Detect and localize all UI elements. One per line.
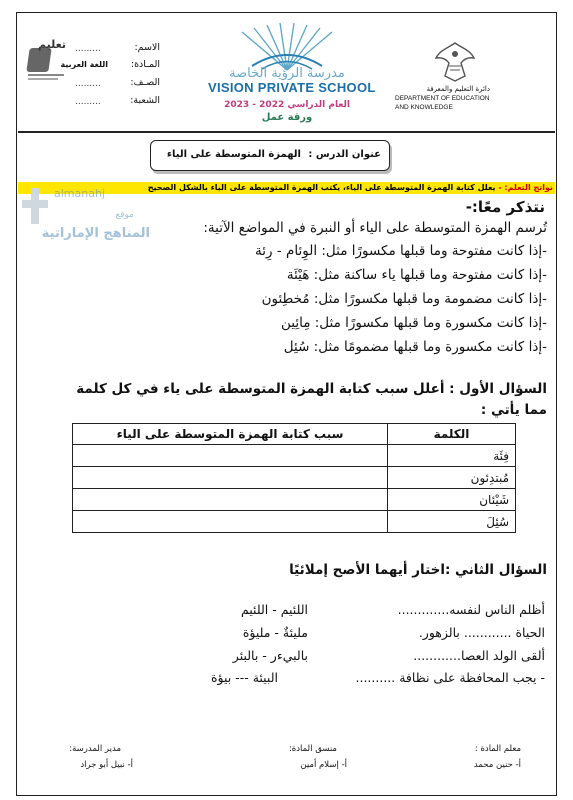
teacher-name: أ- حنين محمد xyxy=(473,760,521,770)
word-cell: شَيْئان xyxy=(388,489,516,511)
outcomes-label: نواتج التعلم: - xyxy=(498,183,553,192)
falcon-emblem-icon xyxy=(430,40,480,84)
reason-cell[interactable] xyxy=(73,511,388,533)
school-logo-icon xyxy=(222,22,352,72)
q2-sentence-1: أظلم الناس لنفسه............. xyxy=(397,602,545,617)
grade-field-label: الصـف: xyxy=(130,77,160,88)
coordinator-name: أ- إسلام أمين xyxy=(300,760,347,770)
watermark-site: almanahj xyxy=(54,187,105,200)
subject-field-value: اللغة العربية xyxy=(60,60,108,69)
reason-cell[interactable] xyxy=(73,445,388,467)
subject-field-label: المـادة: xyxy=(130,59,160,70)
remember-line-3: -إذا كانت مفتوحة وما قبلها ياء ساكنة مثل: هَيْئَة xyxy=(286,267,547,283)
col-word-header: الكلمة xyxy=(388,424,516,445)
lesson-label: عنوان الدرس : xyxy=(308,149,381,160)
principal-role: مدير المدرسة: xyxy=(69,744,121,754)
ministry-name-en-1: DEPARTMENT OF EDUCATION xyxy=(395,95,490,102)
table-row xyxy=(73,467,516,489)
section-field-label: الشعبة: xyxy=(130,95,160,106)
worksheet-label: ورقة عمل xyxy=(261,112,313,123)
ministry-name-en-2: AND KNOWLEDGE xyxy=(395,104,453,111)
reason-cell[interactable] xyxy=(73,489,388,511)
remember-line-5: -إذا كانت مكسورة وما قبلها مكسورًا مثل: مِائِين xyxy=(281,315,547,331)
remember-line-2: -إذا كانت مفتوحة وما قبلها مكسورًا مثل: الوِئام - رِئة xyxy=(255,243,547,259)
q2-sentence-2: الحياة ............ بالزهور. xyxy=(418,625,545,640)
reason-cell[interactable] xyxy=(73,467,388,489)
school-name-en: VISION PRIVATE SCHOOL xyxy=(208,80,376,95)
ministry-name-ar: دائرة التعليم والمعرفة xyxy=(426,85,490,93)
header-divider xyxy=(18,131,555,133)
table-row xyxy=(73,511,516,533)
watermark-line1: موقع xyxy=(115,210,134,220)
lesson-title-box xyxy=(150,140,390,171)
q2-title: السؤال الثاني :اختار أيهما الأصح إملائيًا xyxy=(289,562,547,578)
watermark-line2: المناهج الإماراتية xyxy=(41,226,150,241)
q1-table xyxy=(72,423,516,533)
q1-title-line1: السؤال الأول : أعلل سبب كتابة الهمزة المتوسطة على ياء في كل كلمة xyxy=(76,381,547,397)
name-field-blank[interactable]: ......... xyxy=(75,44,101,54)
remember-title: نتذكر معًا:- xyxy=(465,198,545,216)
school-name-ar: مدرسة الرؤية الخاصة xyxy=(229,66,345,81)
teacher-role: معلم المادة : xyxy=(474,744,521,754)
word-cell: سُئِلَ xyxy=(388,511,516,533)
name-field-label: الاسم: xyxy=(134,42,160,53)
grade-field-blank[interactable]: ......... xyxy=(75,79,101,89)
table-header-row xyxy=(73,424,516,445)
q2-sentence-3: ألقى الولد العصا............ xyxy=(413,648,545,663)
table-row xyxy=(73,445,516,467)
word-cell: فِئَة xyxy=(388,445,516,467)
word-cell: مُبتدِئون xyxy=(388,467,516,489)
lesson-title: الهمزة المتوسطة على الياء xyxy=(166,149,301,160)
taleem-logo-icon xyxy=(28,38,64,82)
watermark-cross-icon xyxy=(22,186,48,226)
remember-line-6: -إذا كانت مكسورة وما قبلها مضمومًا مثل: سُئِل xyxy=(283,339,547,355)
q2-options-2[interactable]: مليئةٌ - مليؤة xyxy=(242,625,308,640)
outcomes-text: يعلل كتابة الهمزة المتوسطة على الياء، يكتب الهمزة المتوسطة على الياء بالشكل الصحيح xyxy=(147,183,496,192)
q2-options-1[interactable]: اللئيم - اللئيم xyxy=(240,602,308,617)
q2-options-3[interactable]: بالبيءر - بالبئر xyxy=(232,648,308,663)
remember-line-1: تُرسم الهمزة المتوسطة على الياء أو النبرة في المواضع الآتية: xyxy=(203,220,547,236)
table-row xyxy=(73,489,516,511)
coordinator-role: منسق المادة: xyxy=(288,744,337,754)
q2-sentence-4: - يجب المحافظة على نظافة .......... xyxy=(355,670,545,685)
col-reason-header: سبب كتابة الهمزة المتوسطة على الياء xyxy=(73,424,388,445)
principal-name: أ- نبيل أبو جراد xyxy=(80,760,133,770)
q2-options-4[interactable]: البيئة --- بيؤة xyxy=(210,670,278,685)
remember-line-4: -إذا كانت مضمومة وما قبلها مكسورًا مثل: مُخطِئون xyxy=(261,291,547,307)
taleem-logo-text: تعليم xyxy=(38,38,66,51)
q1-title-line2: مما يأتي : xyxy=(480,402,547,418)
section-field-blank[interactable]: ......... xyxy=(75,97,101,107)
academic-year: العام الدراسي 2022 - 2023 xyxy=(224,100,350,110)
